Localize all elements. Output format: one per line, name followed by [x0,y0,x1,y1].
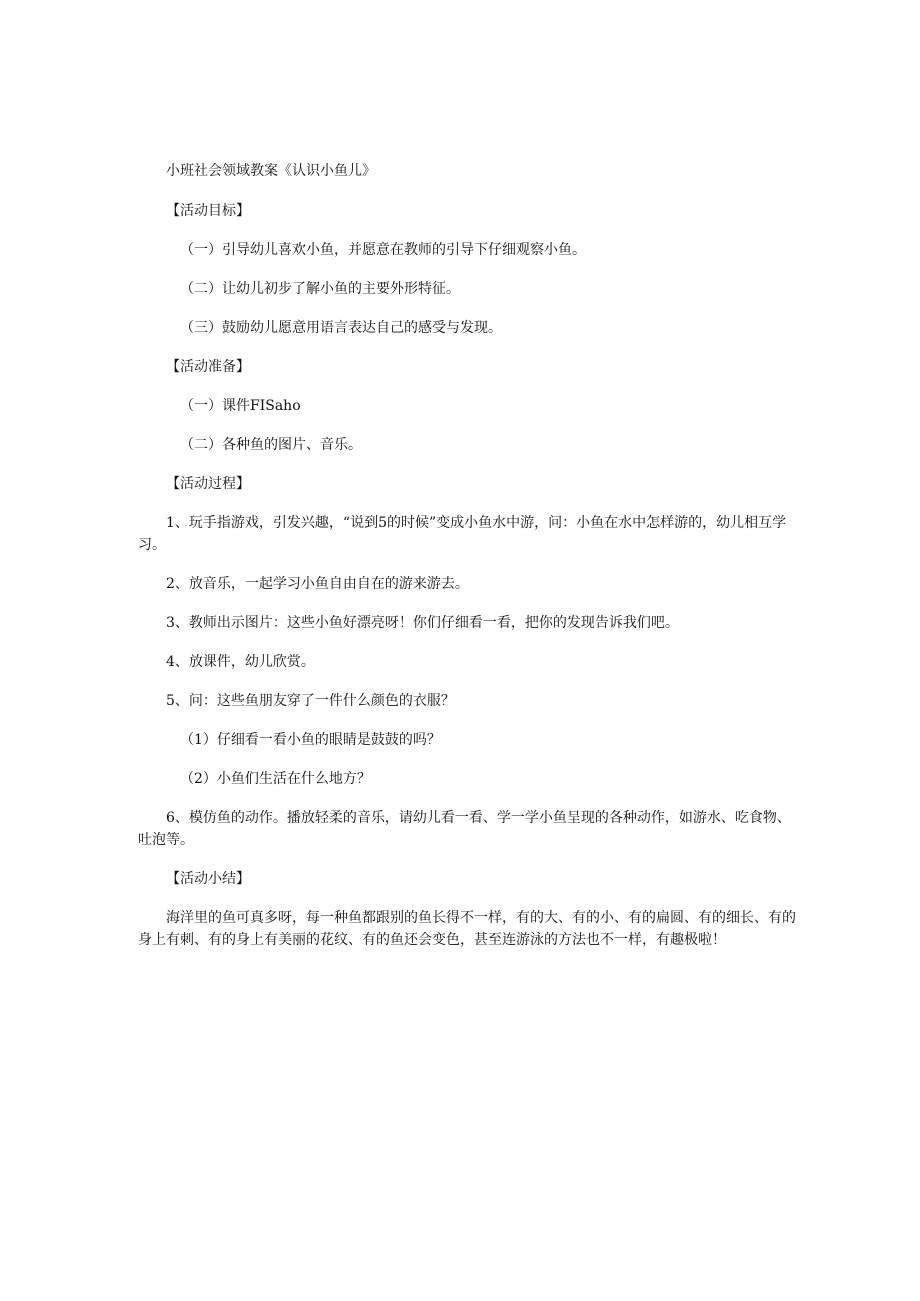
document-body [138,160,798,968]
process-step: 3、教师出示图片：这些小鱼好漂亮呀！你们仔细看一看，把你的发现告诉我们吧。 [166,615,679,631]
process-step: 6、模仿鱼的动作。播放轻柔的音乐，请幼儿看一看、学一学小鱼呈现的各种动作，如游水、吃食物、吐泡等。 [138,810,791,848]
process-step: 5、问：这些鱼朋友穿了一件什么颜色的衣服？ [166,693,455,709]
goal-item: （三）鼓励幼儿愿意用语言表达自己的感受与发现。 [180,320,502,336]
document-title: 小班社会领域教案《认识小鱼儿》 [166,163,376,179]
process-heading: 【活动过程】 [166,476,250,492]
goal-item: （二）让幼儿初步了解小鱼的主要外形特征。 [180,281,460,297]
prep-item: （二）各种鱼的图片、音乐。 [180,437,362,453]
goal-item: （一）引导幼儿喜欢小鱼，并愿意在教师的引导下仔细观察小鱼。 [180,242,586,258]
process-sub-question: （1）仔细看一看小鱼的眼睛是鼓鼓的吗？ [180,732,441,748]
prep-item: （一）课件FISaho [180,398,301,414]
prep-heading: 【活动准备】 [166,359,250,375]
process-step: 2、放音乐，一起学习小鱼自由自在的游来游去。 [166,576,469,592]
process-sub-question: （2）小鱼们生活在什么地方？ [180,771,371,787]
process-step: 4、放课件，幼儿欣赏。 [166,654,315,670]
summary-text: 海洋里的鱼可真多呀，每一种鱼都跟别的鱼长得不一样，有的大、有的小、有的扁圆、有的细长、有的身上有刺、有的身上有美丽的花纹、有的鱼还会变色，甚至连游泳的方法也不一样，有趣极啦！ [138,910,796,948]
summary-heading: 【活动小结】 [166,871,250,887]
goals-heading: 【活动目标】 [166,203,250,219]
process-step: 1、玩手指游戏，引发兴趣，“说到5的时候”变成小鱼水中游，问：小鱼在水中怎样游的，幼儿相互学习。 [138,515,787,553]
